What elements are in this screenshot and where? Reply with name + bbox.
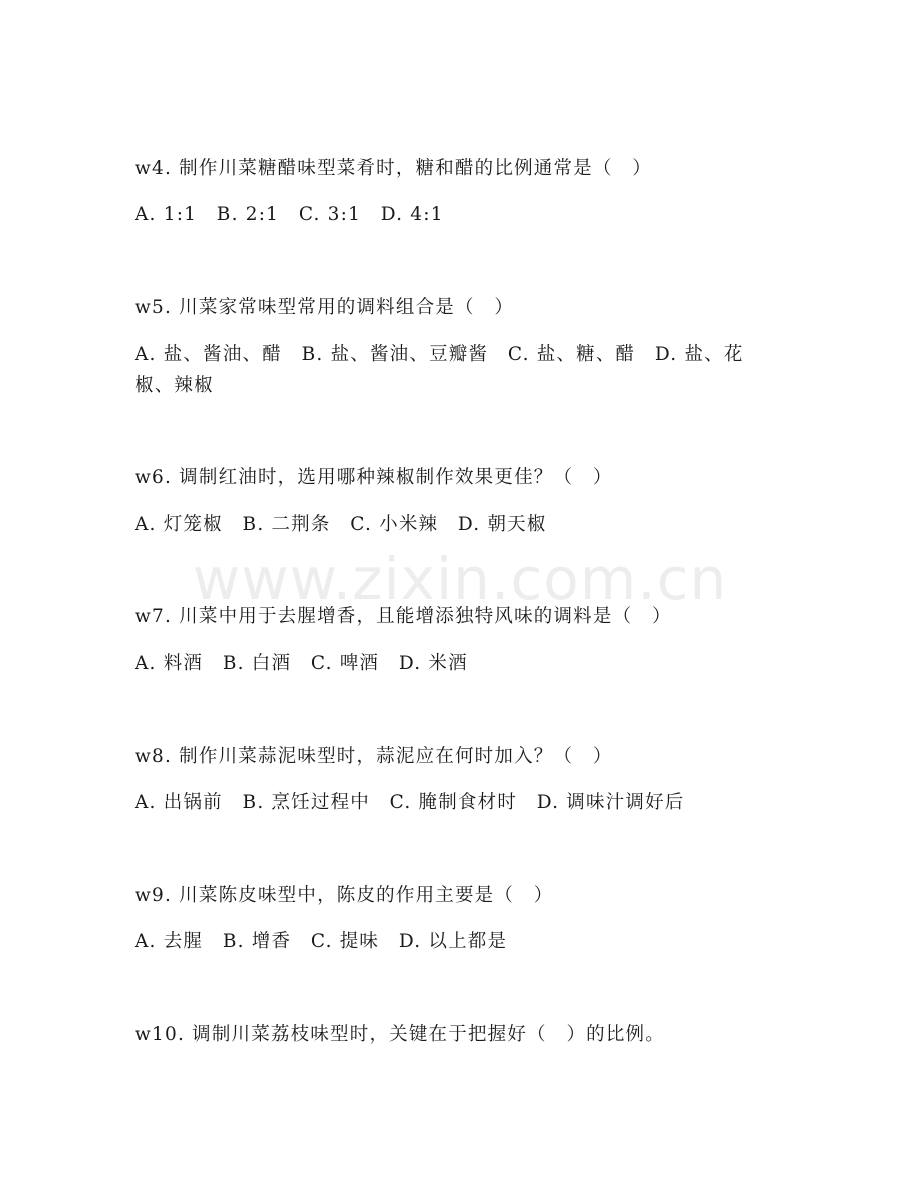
options-w8: A. 出锅前 B. 烹饪过程中 C. 腌制食材时 D. 调味汁调好后 — [135, 792, 685, 813]
question-w6: w6. 调制红油时，选用哪种辣椒制作效果更佳？（ ） — [135, 467, 613, 488]
options-w4: A. 1:1 B. 2:1 C. 3:1 D. 4:1 — [135, 204, 444, 225]
options-w7: A. 料酒 B. 白酒 C. 啤酒 D. 米酒 — [135, 653, 468, 674]
question-w4: w4. 制作川菜糖醋味型菜肴时，糖和醋的比例通常是（ ） — [135, 158, 652, 179]
question-w8: w8. 制作川菜蒜泥味型时，蒜泥应在何时加入？（ ） — [135, 746, 613, 767]
question-w5: w5. 川菜家常味型常用的调料组合是（ ） — [135, 297, 515, 318]
question-w10: w10. 调制川菜荔枝味型时，关键在于把握好（ ）的比例。 — [135, 1024, 665, 1045]
question-w9: w9. 川菜陈皮味型中，陈皮的作用主要是（ ） — [135, 885, 554, 906]
question-w7: w7. 川菜中用于去腥增香，且能增添独特风味的调料是（ ） — [135, 606, 672, 627]
options-w5: A. 盐、酱油、醋 B. 盐、酱油、豆瓣酱 C. 盐、糖、醋 D. 盐、花椒、辣椒 — [135, 344, 744, 396]
options-w9: A. 去腥 B. 增香 C. 提味 D. 以上都是 — [135, 931, 508, 952]
watermark: www.zixin.com.cn — [192, 545, 728, 613]
options-w6: A. 灯笼椒 B. 二荆条 C. 小米辣 D. 朝天椒 — [135, 514, 547, 535]
